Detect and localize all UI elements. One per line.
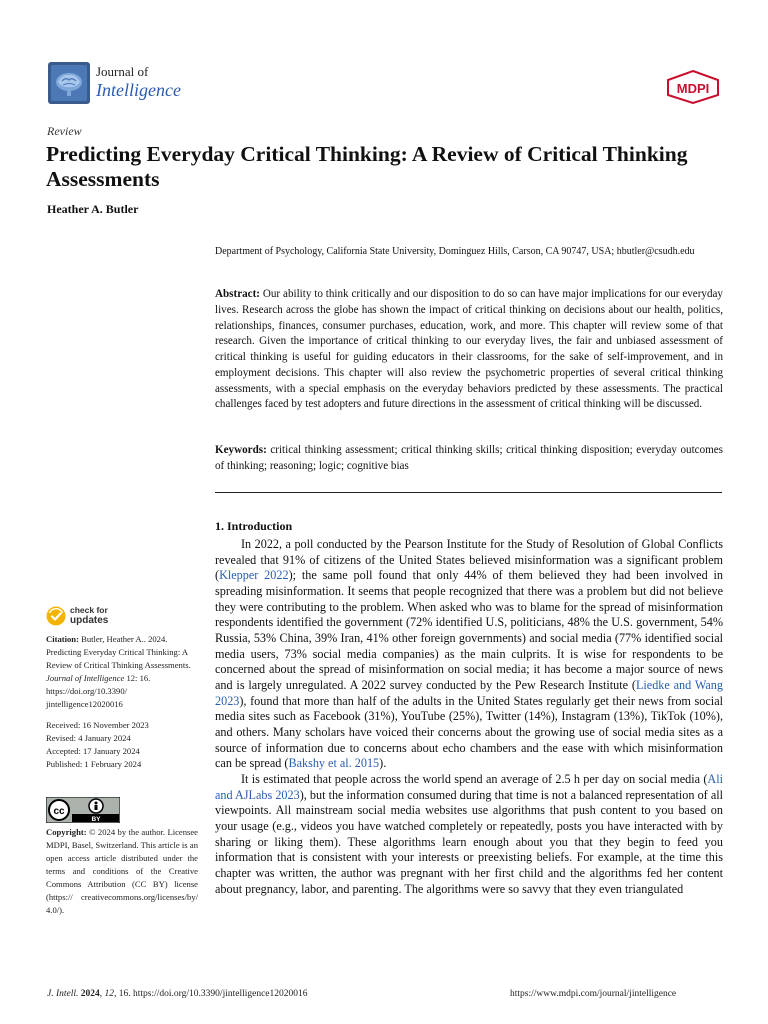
article-title: Predicting Everyday Critical Thinking: A Review of Critical Thinking Assessments <box>46 142 688 191</box>
citation-block <box>46 633 200 711</box>
check-for-updates-badge[interactable] <box>46 606 126 628</box>
copyright-text: © 2024 by the author. Licensee MDPI, Basel, Switzerland. This article is an open access article distributed under the terms and conditions of the Creative Commons Attribution (CC BY) license (https:// creativecommons.org/licenses/by/ 4.0/). <box>46 827 198 915</box>
history-dates <box>46 719 200 771</box>
citation-link[interactable]: Ali and AJLabs 2023 <box>215 772 723 802</box>
abstract <box>215 287 723 413</box>
body-text <box>215 537 723 897</box>
mdpi-logo-text: MDPI <box>676 81 710 96</box>
citation-text: Butler, Heather A.. 2024. Predicting Everyday Critical Thinking: A Review of Critical Thinking Assessments. <box>46 634 191 670</box>
paragraph-text: ). <box>379 756 387 771</box>
revised-date: Revised: 4 January 2024 <box>46 733 131 743</box>
check-updates-text <box>70 606 108 625</box>
paragraph-text: ); the same poll found that only 44% of them believed they had been involved in spreading misinformation. It seems that people recognized that there was a problem but did not believe they were contributing to the problem. When asked who was to blame for the spread of misinformation respondents identified the government (72% identified U.S, politicians, 48% the U.S. government, 54% Russia, 53% China, 39% Iran, 41% other foreign governments) and social media (77% identified social media users, 73% social media companies) as the main culprits. It is wise for respondents to be concerned about the spread of misinformation on social media; it has become a major source of news and is largely unregulated. A 2022 survey conducted by the Pew Research Institute ( <box>215 568 723 693</box>
section-divider <box>215 492 722 493</box>
copyright-label: Copyright: <box>46 827 87 837</box>
article-authors: Heather A. Butler <box>47 202 139 216</box>
paragraph <box>215 772 723 897</box>
footer-year: 2024 <box>80 989 100 999</box>
citation-link[interactable]: Liedke and Wang 2023 <box>215 678 723 708</box>
section-heading: 1. Introduction <box>215 519 293 533</box>
paragraph-text: It is estimated that people across the world spend an average of 2.5 h per day on social media ( <box>241 772 708 787</box>
abstract-text: Our ability to think critically and our disposition to do so can have major implications for our everyday lives. Research across the globe has shown the impact of critical thinking on decisions about our health, politics, relationships, finances, consumer purchases, education, work, and more. This chapter will review some of that research. Given the importance of critical thinking to our everyday lives, the fair and unbiased assessment of critical thinking is useful for guiding educators in their classrooms, for the sake of self-improvement, and in employment decisions. This chapter will also review the psychometric properties of several critical thinking assessments, with a special emphasis on the everyday behaviors predicted by these assessments. The practical challenges faced by test adopters and future directions in the assessment of critical thinking will be discussed. <box>215 288 723 411</box>
footer-journal-url[interactable]: https://www.mdpi.com/journal/jintelligence <box>510 989 677 999</box>
accepted-date: Accepted: 17 January 2024 <box>46 746 140 756</box>
svg-text:cc: cc <box>53 806 65 817</box>
citation-link[interactable]: Klepper 2022 <box>219 568 289 583</box>
citation-link[interactable]: Bakshy et al. 2015 <box>288 756 380 771</box>
footer-doi: , 16. https://doi.org/10.3390/jintelligence12020016 <box>114 989 308 999</box>
check-updates-line2: updates <box>70 614 109 626</box>
keywords-text: critical thinking assessment; critical thinking skills; critical thinking disposition; everyday outcomes of thinking; reasoning; logic; cognitive bias <box>215 444 724 472</box>
paragraph-text: In 2022, a poll conducted by the Pearson Institute for the Study of Resolution of Global Conflicts revealed that 91% of citizens of the United States believed misinformation was a significant problem ( <box>215 537 723 583</box>
cc-by-license-badge[interactable] <box>46 797 120 823</box>
citation-label: Citation: <box>46 634 79 644</box>
citation-doi: 12: 16. https://doi.org/10.3390/ jintelligence12020016 <box>46 673 151 709</box>
footer-volume: 12 <box>104 989 115 999</box>
abstract-label: Abstract: <box>215 288 260 300</box>
journal-logo <box>48 62 90 104</box>
paragraph-text: ), found that more than half of the adults in the United States regularly get their news from social media sites such as Facebook (31%), YouTube (25%), Twitter (14%), Instagram (13%), TikTok (10%), and others. Many scholars have voiced their concerns about the growing use of social media sites as a source of information due to concerns about echo chambers and the ease with which misinformation can be spread ( <box>215 693 723 771</box>
footer-journal: J. Intell. <box>47 989 79 999</box>
author-affiliation: Department of Psychology, California State University, Dominguez Hills, Carson, CA 90747, USA; hbutler@csudh.edu <box>215 246 695 257</box>
journal-name: Intelligence <box>96 80 181 100</box>
footer-citation: J. Intell. 2024, 12, 16. https://doi.org/10.3390/jintelligence12020016 <box>47 989 308 999</box>
cc-by-text: BY <box>91 816 101 823</box>
brain-icon <box>48 62 90 104</box>
citation-journal: Journal of Intelligence <box>46 673 125 683</box>
article-type: Review <box>47 124 82 138</box>
paragraph-text: ), but the information consumed during that time is not a balanced representation of all viewpoints. All mainstream social media websites use algorithms that push content to you based on your usage (e.g., videos you have watched completely or repeatedly, posts you have interacted with by sharing or liking them). These algorithms learn enough about you that they begin to feed you information that is consistent with your interests or preexisting beliefs. For example, at the time this chapter was written, the author was pregnant with her first child and the algorithms fed her content about pregnancy, labor, and parenting. The algorithms were so savvy that they even triangulated <box>215 787 723 896</box>
keywords <box>215 443 723 475</box>
paragraph <box>215 537 723 772</box>
article-info-sidebar <box>46 633 200 779</box>
received-date: Received: 16 November 2023 <box>46 720 149 730</box>
mdpi-logo <box>666 70 720 104</box>
journal-label: Journal of <box>96 64 149 79</box>
check-updates-line1: check for <box>70 605 108 615</box>
keywords-label: Keywords: <box>215 444 267 456</box>
published-date: Published: 1 February 2024 <box>46 759 142 769</box>
check-updates-icon <box>46 606 66 626</box>
copyright-notice <box>46 826 198 917</box>
